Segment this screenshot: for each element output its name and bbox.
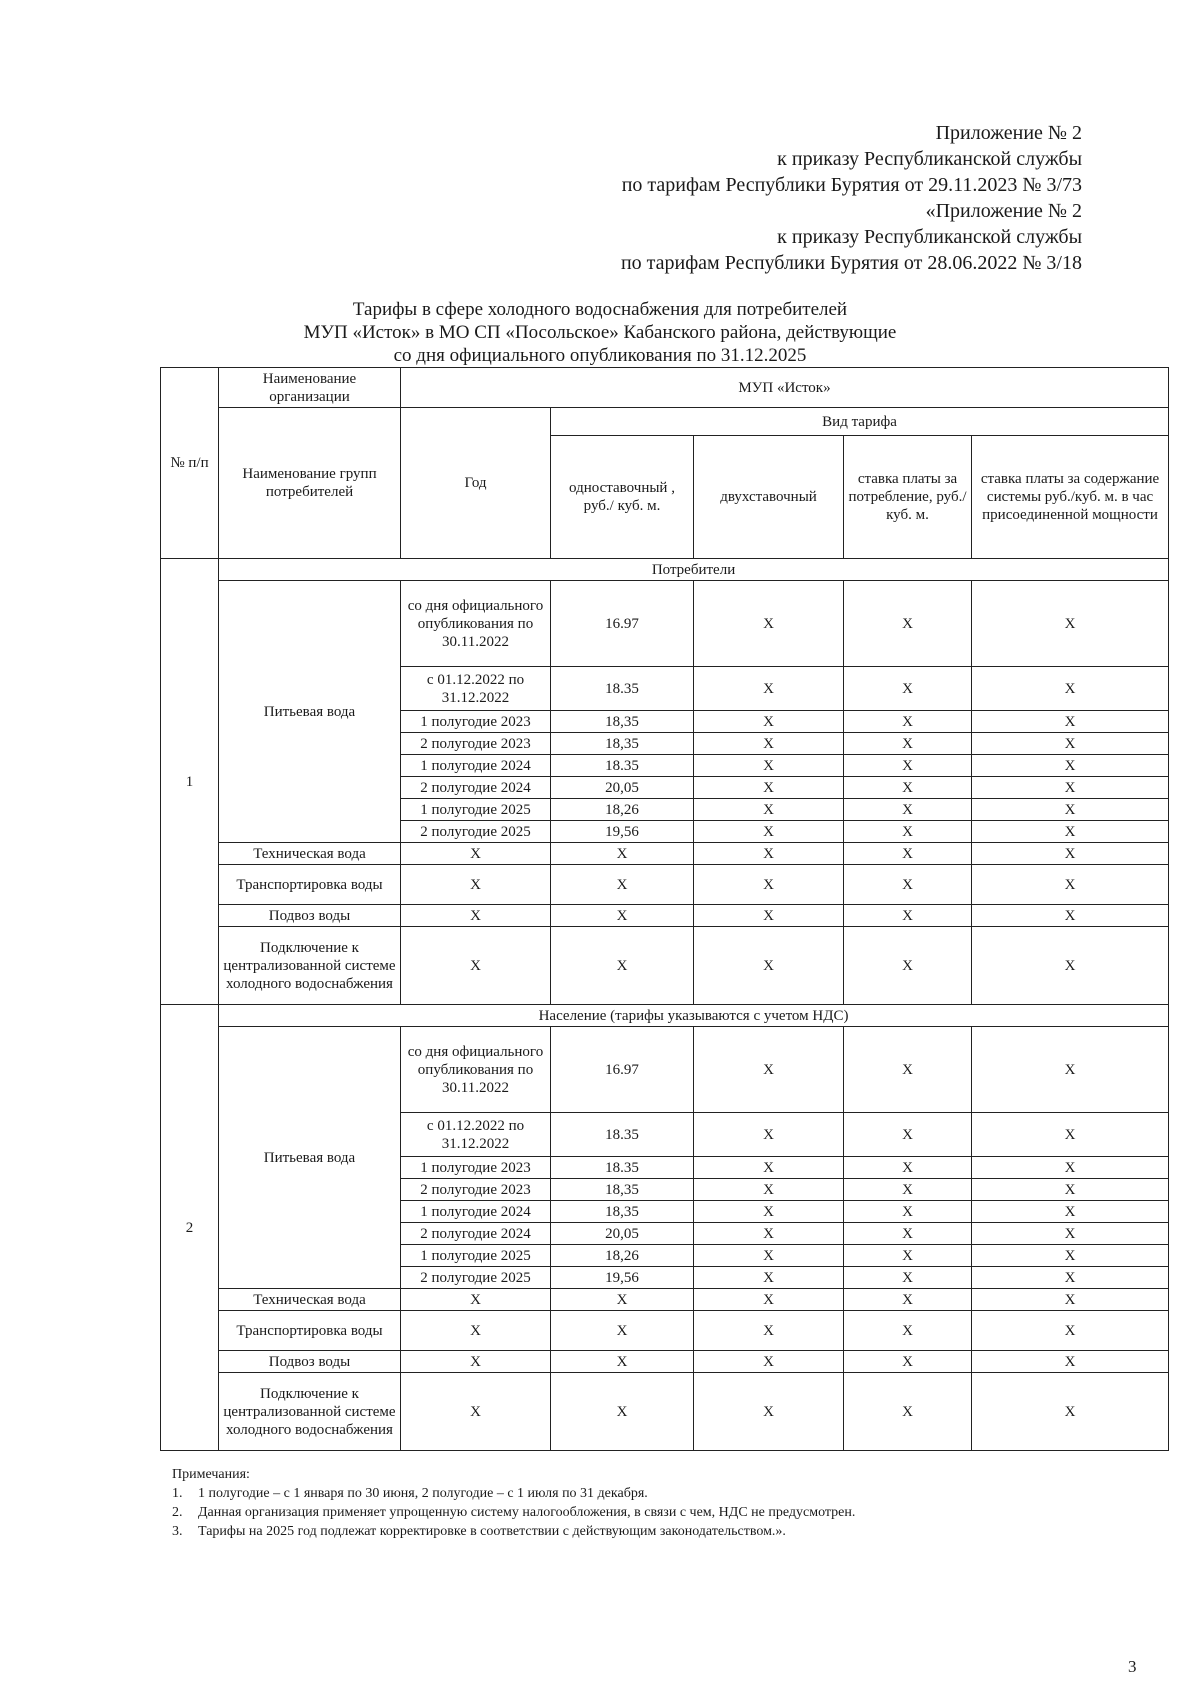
- period-cell: X: [401, 865, 551, 905]
- double-rate-cell: X: [694, 1027, 844, 1113]
- table-row: [161, 1311, 1169, 1351]
- double-rate-cell: X: [694, 711, 844, 733]
- period-cell: с 01.12.2022 по 31.12.2022: [401, 667, 551, 711]
- maintenance-rate-cell: X: [972, 1267, 1169, 1289]
- consumption-rate-cell: X: [844, 799, 972, 821]
- consumption-rate-cell: X: [844, 667, 972, 711]
- period-cell: X: [401, 927, 551, 1005]
- single-rate-cell: 18,35: [551, 711, 694, 733]
- table-row: [161, 581, 1169, 667]
- double-rate-cell: X: [694, 1157, 844, 1179]
- consumption-rate-cell: X: [844, 821, 972, 843]
- note-number: 2.: [172, 1505, 183, 1520]
- single-rate-cell: 18,35: [551, 1201, 694, 1223]
- single-rate-cell: 19,56: [551, 1267, 694, 1289]
- col-consumption-header: ставка платы за потребление, руб./ куб. м.: [844, 436, 972, 559]
- double-rate-cell: X: [694, 927, 844, 1005]
- consumption-rate-cell: X: [844, 711, 972, 733]
- single-rate-cell: 19,56: [551, 821, 694, 843]
- consumption-rate-cell: X: [844, 733, 972, 755]
- period-cell: 2 полугодие 2025: [401, 1267, 551, 1289]
- maintenance-rate-cell: X: [972, 1289, 1169, 1311]
- consumption-rate-cell: X: [844, 843, 972, 865]
- table-row: [161, 1289, 1169, 1311]
- maintenance-rate-cell: X: [972, 799, 1169, 821]
- table-row: [161, 927, 1169, 1005]
- group-cell: Подвоз воды: [219, 1351, 401, 1373]
- single-rate-cell: 18.35: [551, 667, 694, 711]
- period-cell: 2 полугодие 2025: [401, 821, 551, 843]
- maintenance-rate-cell: X: [972, 843, 1169, 865]
- group-cell: Техническая вода: [219, 843, 401, 865]
- maintenance-rate-cell: X: [972, 755, 1169, 777]
- double-rate-cell: X: [694, 821, 844, 843]
- consumption-rate-cell: X: [844, 755, 972, 777]
- section-header-row: [161, 1005, 1169, 1027]
- double-rate-cell: X: [694, 1373, 844, 1451]
- maintenance-rate-cell: X: [972, 581, 1169, 667]
- period-cell: X: [401, 843, 551, 865]
- single-rate-cell: 20,05: [551, 1223, 694, 1245]
- single-rate-cell: 16.97: [551, 581, 694, 667]
- period-cell: с 01.12.2022 по 31.12.2022: [401, 1113, 551, 1157]
- header-line: по тарифам Республики Бурятия от 28.06.2022 № 3/18: [620, 252, 1082, 274]
- single-rate-cell: X: [551, 927, 694, 1005]
- double-rate-cell: X: [694, 777, 844, 799]
- col-year-header: Год: [401, 408, 551, 559]
- header-line: «Приложение № 2: [925, 200, 1082, 222]
- consumption-rate-cell: X: [844, 1245, 972, 1267]
- single-rate-cell: X: [551, 1351, 694, 1373]
- double-rate-cell: X: [694, 1267, 844, 1289]
- single-rate-cell: 18.35: [551, 755, 694, 777]
- consumption-rate-cell: X: [844, 1027, 972, 1113]
- maintenance-rate-cell: X: [972, 777, 1169, 799]
- consumption-rate-cell: X: [844, 1157, 972, 1179]
- double-rate-cell: X: [694, 799, 844, 821]
- group-cell: Подвоз воды: [219, 905, 401, 927]
- period-cell: 2 полугодие 2023: [401, 733, 551, 755]
- page-number: 3: [1128, 1657, 1137, 1676]
- maintenance-rate-cell: X: [972, 1351, 1169, 1373]
- section-number: 2: [161, 1005, 219, 1451]
- double-rate-cell: X: [694, 733, 844, 755]
- consumption-rate-cell: X: [844, 905, 972, 927]
- double-rate-cell: X: [694, 1311, 844, 1351]
- title-line: со дня официального опубликования по 31.12.2025: [393, 345, 807, 366]
- section-title: Потребители: [219, 559, 1169, 581]
- note-text: Данная организация применяет упрощенную систему налогообложения, в связи с чем, НДС не предусмотрен.: [198, 1505, 856, 1520]
- notes: [172, 1465, 1112, 1541]
- group-cell: Транспортировка воды: [219, 865, 401, 905]
- single-rate-cell: X: [551, 865, 694, 905]
- single-rate-cell: X: [551, 1373, 694, 1451]
- double-rate-cell: X: [694, 1351, 844, 1373]
- note-text: Тарифы на 2025 год подлежат корректировке в соответствии с действующим законодательством.».: [198, 1524, 786, 1539]
- maintenance-rate-cell: X: [972, 905, 1169, 927]
- single-rate-cell: 16.97: [551, 1027, 694, 1113]
- table-row: [161, 1373, 1169, 1451]
- period-cell: X: [401, 905, 551, 927]
- period-cell: 2 полугодие 2024: [401, 1223, 551, 1245]
- maintenance-rate-cell: X: [972, 1027, 1169, 1113]
- section-header-row: [161, 559, 1169, 581]
- consumption-rate-cell: X: [844, 1373, 972, 1451]
- appendix-header: [382, 120, 1082, 276]
- maintenance-rate-cell: X: [972, 667, 1169, 711]
- consumption-rate-cell: X: [844, 1311, 972, 1351]
- double-rate-cell: X: [694, 1201, 844, 1223]
- single-rate-cell: 18.35: [551, 1157, 694, 1179]
- tariff-table: [160, 367, 1169, 1451]
- single-rate-cell: 18,35: [551, 1179, 694, 1201]
- org-name: МУП «Исток»: [401, 368, 1169, 408]
- period-cell: 1 полугодие 2025: [401, 1245, 551, 1267]
- header-line: Приложение № 2: [935, 122, 1082, 144]
- consumption-rate-cell: X: [844, 777, 972, 799]
- period-cell: со дня официального опубликования по 30.11.2022: [401, 581, 551, 667]
- consumption-rate-cell: X: [844, 1179, 972, 1201]
- double-rate-cell: X: [694, 667, 844, 711]
- single-rate-cell: 18,35: [551, 733, 694, 755]
- period-cell: X: [401, 1351, 551, 1373]
- single-rate-cell: 20,05: [551, 777, 694, 799]
- col-single-header: одноставочный , руб./ куб. м.: [551, 436, 694, 559]
- single-rate-cell: X: [551, 905, 694, 927]
- period-cell: 2 полугодие 2023: [401, 1179, 551, 1201]
- double-rate-cell: X: [694, 1289, 844, 1311]
- period-cell: 1 полугодие 2023: [401, 711, 551, 733]
- consumption-rate-cell: X: [844, 1351, 972, 1373]
- double-rate-cell: X: [694, 905, 844, 927]
- table-row: [161, 1027, 1169, 1113]
- consumption-rate-cell: X: [844, 865, 972, 905]
- consumption-rate-cell: X: [844, 1267, 972, 1289]
- double-rate-cell: X: [694, 843, 844, 865]
- group-drinking-water: Питьевая вода: [219, 581, 401, 843]
- document-title: [250, 298, 950, 367]
- col-org-header: Наименование организации: [219, 368, 401, 408]
- col-groups-header: Наименование групп потребителей: [219, 408, 401, 559]
- double-rate-cell: X: [694, 1245, 844, 1267]
- maintenance-rate-cell: X: [972, 1113, 1169, 1157]
- period-cell: X: [401, 1373, 551, 1451]
- single-rate-cell: 18,26: [551, 1245, 694, 1267]
- group-cell: Подключение к централизованной системе холодного водоснабжения: [219, 1373, 401, 1451]
- table-row: [161, 1351, 1169, 1373]
- period-cell: X: [401, 1289, 551, 1311]
- maintenance-rate-cell: X: [972, 1223, 1169, 1245]
- single-rate-cell: X: [551, 1289, 694, 1311]
- title-line: МУП «Исток» в МО СП «Посольское» Кабанского района, действующие: [303, 322, 897, 343]
- consumption-rate-cell: X: [844, 1201, 972, 1223]
- maintenance-rate-cell: X: [972, 1157, 1169, 1179]
- maintenance-rate-cell: X: [972, 1201, 1169, 1223]
- period-cell: со дня официального опубликования по 30.11.2022: [401, 1027, 551, 1113]
- maintenance-rate-cell: X: [972, 865, 1169, 905]
- consumption-rate-cell: X: [844, 1223, 972, 1245]
- col-maintenance-header: ставка платы за содержание системы руб./куб. м. в час присоединенной мощности: [972, 436, 1169, 559]
- maintenance-rate-cell: X: [972, 927, 1169, 1005]
- group-drinking-water: Питьевая вода: [219, 1027, 401, 1289]
- single-rate-cell: 18.35: [551, 1113, 694, 1157]
- tariff-type-row: [161, 408, 1169, 436]
- period-cell: 1 полугодие 2024: [401, 755, 551, 777]
- double-rate-cell: X: [694, 1223, 844, 1245]
- group-cell: Транспортировка воды: [219, 1311, 401, 1351]
- single-rate-cell: X: [551, 1311, 694, 1351]
- section-number: 1: [161, 559, 219, 1005]
- double-rate-cell: X: [694, 581, 844, 667]
- single-rate-cell: X: [551, 843, 694, 865]
- single-rate-cell: 18,26: [551, 799, 694, 821]
- table-row: [161, 843, 1169, 865]
- col-double-header: двухставочный: [694, 436, 844, 559]
- table-row: [161, 905, 1169, 927]
- section-title: Население (тарифы указываются с учетом НДС): [219, 1005, 1169, 1027]
- notes-title: Примечания:: [172, 1467, 250, 1482]
- note-text: 1 полугодие – с 1 января по 30 июня, 2 полугодие – с 1 июля по 31 декабря.: [198, 1486, 648, 1501]
- consumption-rate-cell: X: [844, 581, 972, 667]
- note-item: [172, 1522, 1112, 1541]
- tariff-type-header: Вид тарифа: [551, 408, 1169, 436]
- consumption-rate-cell: X: [844, 927, 972, 1005]
- maintenance-rate-cell: X: [972, 821, 1169, 843]
- note-number: 3.: [172, 1524, 183, 1539]
- header-line: к приказу Республиканской службы: [777, 226, 1082, 248]
- maintenance-rate-cell: X: [972, 1179, 1169, 1201]
- note-item: [172, 1503, 1112, 1522]
- period-cell: 1 полугодие 2025: [401, 799, 551, 821]
- period-cell: 2 полугодие 2024: [401, 777, 551, 799]
- double-rate-cell: X: [694, 1113, 844, 1157]
- double-rate-cell: X: [694, 865, 844, 905]
- org-header-row: [161, 368, 1169, 408]
- period-cell: 1 полугодие 2023: [401, 1157, 551, 1179]
- table-row: [161, 865, 1169, 905]
- group-cell: Техническая вода: [219, 1289, 401, 1311]
- double-rate-cell: X: [694, 755, 844, 777]
- consumption-rate-cell: X: [844, 1113, 972, 1157]
- period-cell: X: [401, 1311, 551, 1351]
- header-line: к приказу Республиканской службы: [777, 148, 1082, 170]
- consumption-rate-cell: X: [844, 1289, 972, 1311]
- maintenance-rate-cell: X: [972, 1373, 1169, 1451]
- group-cell: Подключение к централизованной системе холодного водоснабжения: [219, 927, 401, 1005]
- note-number: 1.: [172, 1486, 183, 1501]
- header-line: по тарифам Республики Бурятия от 29.11.2023 № 3/73: [621, 174, 1082, 196]
- col-num-header: № п/п: [161, 368, 219, 559]
- double-rate-cell: X: [694, 1179, 844, 1201]
- maintenance-rate-cell: X: [972, 1245, 1169, 1267]
- maintenance-rate-cell: X: [972, 733, 1169, 755]
- maintenance-rate-cell: X: [972, 711, 1169, 733]
- period-cell: 1 полугодие 2024: [401, 1201, 551, 1223]
- note-item: [172, 1484, 1112, 1503]
- maintenance-rate-cell: X: [972, 1311, 1169, 1351]
- title-line: Тарифы в сфере холодного водоснабжения для потребителей: [352, 299, 848, 320]
